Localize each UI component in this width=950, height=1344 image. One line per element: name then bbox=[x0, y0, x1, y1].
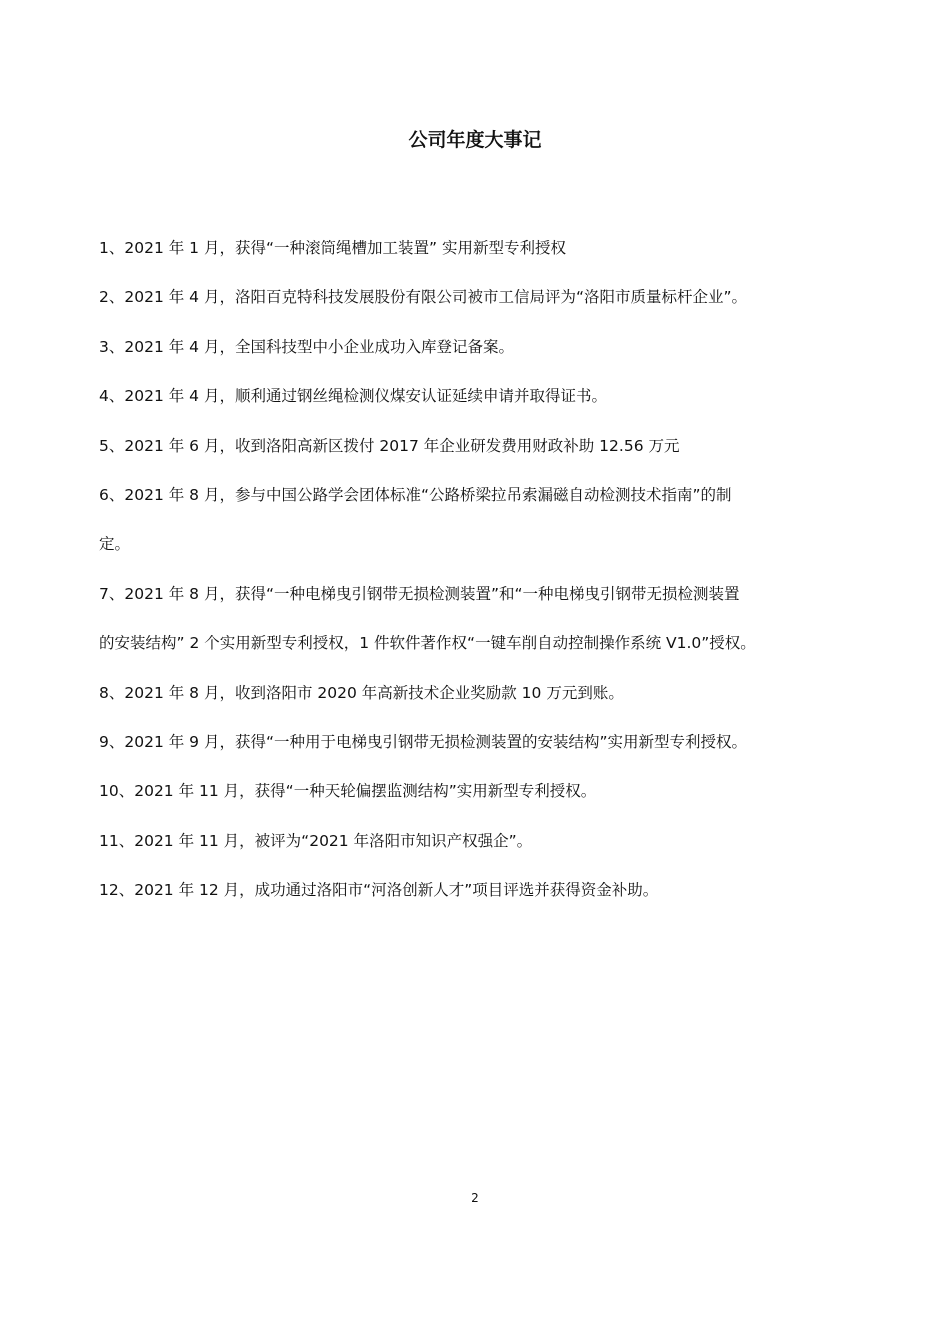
event-line-3: 3、2021 年 4 月，全国科技型中小企业成功入库登记备案。 bbox=[99, 337, 514, 356]
event-line-10: 10、2021 年 11 月，获得“一种天轮偏摆监测结构”实用新型专利授权。 bbox=[99, 782, 597, 801]
event-line-11: 11、2021 年 11 月，被评为“2021 年洛阳市知识产权强企”。 bbox=[99, 831, 533, 850]
event-list bbox=[99, 224, 859, 916]
event-line-8: 8、2021 年 8 月，收到洛阳市 2020 年高新技术企业奖励款 10 万元到账。 bbox=[99, 683, 624, 702]
event-line-9: 9、2021 年 9 月，获得“一种用于电梯曳引钢带无损检测装置的安装结构”实用新型专利授权。 bbox=[99, 733, 748, 752]
page-number: 2 bbox=[471, 1191, 479, 1205]
event-line-1: 1、2021 年 1 月，获得“一种滚筒绳槽加工装置” 实用新型专利授权 bbox=[99, 239, 566, 257]
event-line-6: 6、2021 年 8 月，参与中国公路学会团体标准“公路桥梁拉吊索漏磁自动检测技术指南”的制 bbox=[99, 486, 732, 505]
event-line-6-continued: 定。 bbox=[99, 535, 131, 554]
event-line-5: 5、2021 年 6 月，收到洛阳高新区拨付 2017 年企业研发费用财政补助 12.56 万元 bbox=[99, 436, 680, 455]
event-line-7-continued: 的安装结构” 2 个实用新型专利授权，1 件软件著作权“一键车削自动控制操作系统 V1.0”授权。 bbox=[99, 634, 756, 653]
event-line-4: 4、2021 年 4 月，顺利通过钢丝绳检测仪煤安认证延续申请并取得证书。 bbox=[99, 387, 607, 406]
event-line-7: 7、2021 年 8 月，获得“一种电梯曳引钢带无损检测装置”和“一种电梯曳引钢带无损检测装置 bbox=[99, 584, 740, 603]
event-line-12: 12、2021 年 12 月，成功通过洛阳市“河洛创新人才”项目评选并获得资金补助。 bbox=[99, 881, 659, 900]
page-title: 公司年度大事记 bbox=[408, 129, 542, 151]
event-line-2: 2、2021 年 4 月，洛阳百克特科技发展股份有限公司被市工信局评为“洛阳市质量标杆企业”。 bbox=[99, 288, 748, 307]
